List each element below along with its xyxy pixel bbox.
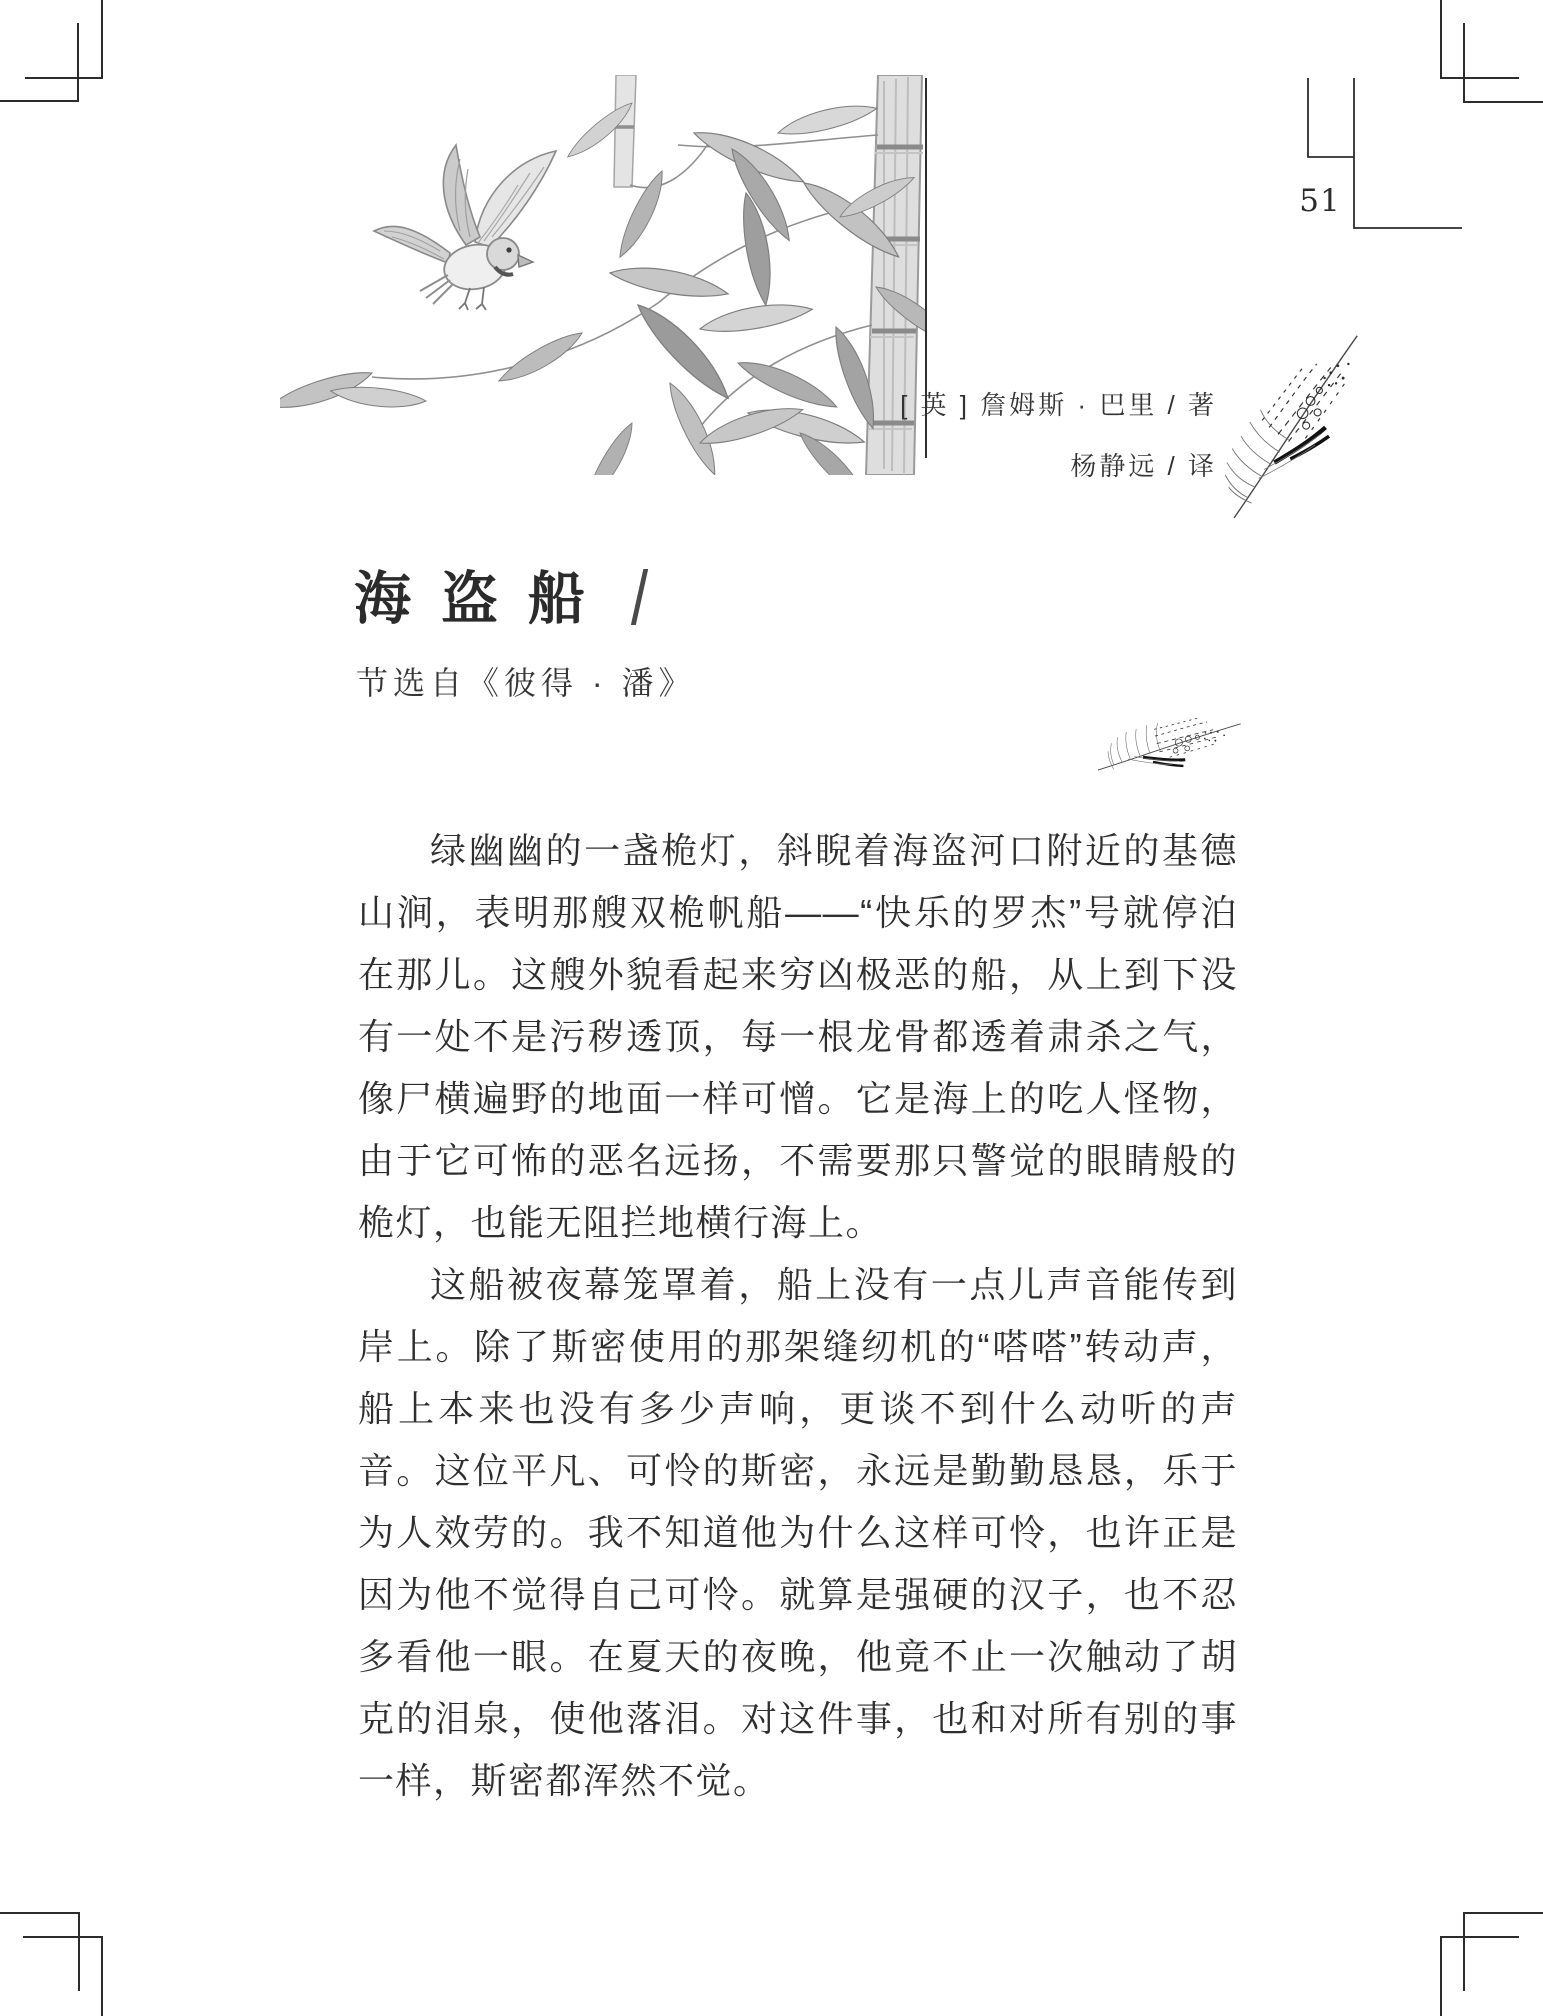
author-credit: [ 英 ] 詹姆斯 · 巴里 / 著	[900, 390, 1217, 420]
body-text	[358, 820, 1238, 1812]
title-slash-icon: /	[630, 556, 649, 641]
feather-icon	[1080, 692, 1260, 787]
body-paragraph: 绿幽幽的一盏桅灯，斜睨着海盗河口附近的基德山涧，表明那艘双桅帆船——“快乐的罗杰”号就停泊在那儿。这艘外貌看起来穷凶极恶的船，从上到下没有一处不是污秽透顶，每一根龙骨都透着肃杀之气，像尸横遍野的地面一样可憎。它是海上的吃人怪物，由于它可怖的恶名远扬，不需要那只警觉的眼睛般的桅灯，也能无阻拦地横行海上。	[358, 830, 1238, 1243]
bamboo-leaves-icon	[280, 98, 926, 475]
translator-credit: 杨静远 / 译	[1070, 451, 1217, 481]
crop-mark-top-right-icon	[1441, 0, 1543, 102]
crop-mark-bottom-right-icon	[1441, 1913, 1543, 2016]
bird-icon	[374, 145, 556, 310]
chapter-subtitle: 节选自《彼得 · 潘》	[356, 665, 696, 701]
chapter-title: 海盗船	[354, 567, 615, 631]
body-paragraph: 这船被夜幕笼罩着，船上没有一点儿声音能传到岸上。除了斯密使用的那架缝纫机的“嗒嗒”转动声，船上本来也没有多少声响，更谈不到什么动听的声音。这位平凡、可怜的斯密，永远是勤勤恳恳，乐于为人效劳的。我不知道他为什么这样可怜，也许正是因为他不觉得自己可怜。就算是强硬的汉子，也不忍多看他一眼。在夏天的夜晚，他竟不止一次触动了胡克的泪泉，使他落泪。对这件事，也和对所有别的事一样，斯密都浑然不觉。	[358, 1264, 1238, 1801]
feather-icon	[1220, 328, 1380, 533]
bird-and-bamboo-sketch-icon	[280, 75, 926, 475]
header-illustration	[280, 75, 926, 475]
credits-block	[900, 390, 1217, 481]
title-row	[354, 556, 650, 641]
page-number: 51	[1299, 183, 1341, 219]
crop-mark-top-left-icon	[0, 0, 102, 101]
crop-mark-bottom-left-icon	[0, 1913, 102, 2016]
